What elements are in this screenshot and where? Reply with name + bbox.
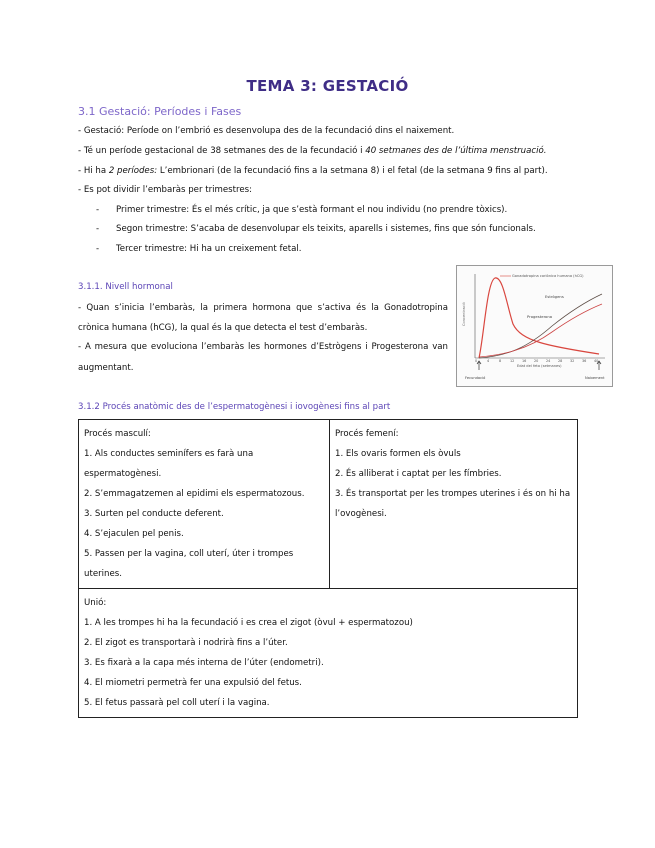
x-tick: 0	[475, 359, 478, 363]
intro-line-3-text-a: - Hi ha	[78, 166, 109, 176]
masc-item: uterines.	[84, 569, 122, 579]
union-cell	[84, 593, 413, 713]
estrogens-label: Estrògens	[545, 294, 564, 299]
section-heading: 3.1 Gestació: Períodes i Fases	[78, 105, 242, 118]
progesterone-curve	[479, 304, 602, 357]
masc-item: 3. Surten pel conducte deferent.	[84, 509, 224, 519]
x-tick: 28	[558, 359, 563, 363]
hormonal-p1-line2: crònica humana (hCG), la qual és la que detecta el test d’embaràs.	[78, 323, 368, 333]
progesterona-label: Progesterona	[527, 314, 553, 319]
intro-line-1: - Gestació: Període on l’embrió es desenvolupa des de la fecundació dins el naixement.	[78, 126, 455, 136]
trimester-item	[96, 244, 302, 254]
fem-item: 3. És transportat per les trompes uterines i és on hi ha	[335, 489, 571, 499]
bullet-dash: -	[96, 205, 100, 215]
intro-line-3	[78, 165, 548, 177]
trimester-text: Primer trimestre: És el més crític, ja que s’està formant el nou individu (no prendre tòxics).	[116, 205, 508, 215]
fem-item: l’ovogènesi.	[335, 509, 387, 519]
x-tick: 36	[582, 359, 587, 363]
union-item: 5. El fetus passarà pel coll uterí i la vagina.	[84, 698, 270, 708]
hormone-figure	[456, 265, 613, 387]
intro-line-2	[78, 145, 546, 157]
masc-item: 4. S’ejaculen pel penis.	[84, 529, 184, 539]
hormonal-p2-line2: augmentant.	[78, 363, 134, 373]
table-divider-vertical	[329, 420, 330, 588]
masc-item: 1. Als conductes seminífers es farà una	[84, 449, 254, 459]
bullet-dash: -	[96, 244, 100, 254]
masc-item: 2. S’emmagatzemen al epidimi els espermatozous.	[84, 489, 305, 499]
table-divider-horizontal	[79, 588, 577, 589]
fem-item: 2. És alliberat i captat per les fímbries.	[335, 469, 502, 479]
union-title: Unió:	[84, 598, 107, 608]
fem-item: 1. Els ovaris formen els òvuls	[335, 449, 461, 459]
page-title: TEMA 3: GESTACIÓ	[246, 77, 409, 95]
hormone-graph	[457, 266, 612, 386]
x-tick: 8	[499, 359, 502, 363]
masc-item: 5. Passen per la vagina, coll uterí, úter i trompes	[84, 549, 294, 559]
trimester-item	[96, 205, 507, 215]
masc-title: Procés masculí:	[84, 429, 151, 439]
fem-title: Procés femení:	[335, 429, 399, 439]
intro-line-3-text-c: L’embrionari (de la fecundació fins a la setmana 8) i el fetal (de la setmana 9 fins al part).	[157, 166, 548, 176]
naixement-label: Naixement	[585, 376, 605, 380]
x-tick: 32	[570, 359, 575, 363]
anatomic-heading: 3.1.2 Procés anatòmic des de l’espermatogènesi i iovogènesi fins al part	[78, 402, 391, 412]
hormonal-p1-line1: - Quan s’inicia l’embaràs, la primera hormona que s’activa és la Gonadotropina	[78, 303, 448, 313]
intro-line-4: - Es pot dividir l’embaràs per trimestres:	[78, 185, 253, 195]
masc-cell	[84, 424, 304, 584]
fecundacio-label: Fecundació	[465, 376, 486, 380]
x-tick: 4	[487, 359, 490, 363]
masc-item: espermatogènesi.	[84, 469, 162, 479]
trimester-text: Tercer trimestre: Hi ha un creixement fetal.	[116, 244, 302, 254]
union-item: 4. El miometri permetrà fer una expulsió del fetus.	[84, 678, 302, 688]
x-tick: 20	[534, 359, 539, 363]
x-ticks	[475, 359, 598, 363]
x-tick: 12	[510, 359, 515, 363]
x-tick: 16	[522, 359, 527, 363]
union-item: 1. A les trompes hi ha la fecundació i es crea el zigot (òvul + espermatozou)	[84, 618, 413, 628]
x-tick: 40	[594, 359, 599, 363]
trimester-item	[96, 224, 536, 234]
process-table	[78, 419, 578, 718]
intro-line-2-text: - Té un període gestacional de 38 setmanes des de la fecundació i	[78, 146, 366, 156]
x-tick: 24	[546, 359, 551, 363]
hormonal-heading: 3.1.1. Nivell hormonal	[78, 282, 173, 292]
fem-cell	[335, 424, 570, 524]
hcg-label: Gonadotropina coriònica humana (hCG)	[512, 274, 584, 278]
y-axis-label: Concentració	[462, 302, 466, 326]
estrogens-curve	[479, 294, 602, 358]
trimester-text: Segon trimestre: S’acaba de desenvolupar els teixits, aparells i sistemes, fins que són funcionals.	[116, 224, 536, 234]
intro-line-2-italic: 40 setmanes des de l’última menstruació.	[365, 146, 547, 156]
x-axis-label: Edat del feto (setmanes)	[517, 364, 562, 368]
bullet-dash: -	[96, 224, 100, 234]
hormonal-p2-line1: - A mesura que evoluciona l’embaràs les hormones d’Estrògens i Progesterona van	[78, 342, 448, 352]
union-item: 3. Es fixarà a la capa més interna de l’úter (endometri).	[84, 658, 324, 668]
union-item: 2. El zigot es transportarà i nodrirà fins a l’úter.	[84, 638, 288, 648]
intro-line-3-italic: 2 períodes:	[108, 166, 158, 176]
